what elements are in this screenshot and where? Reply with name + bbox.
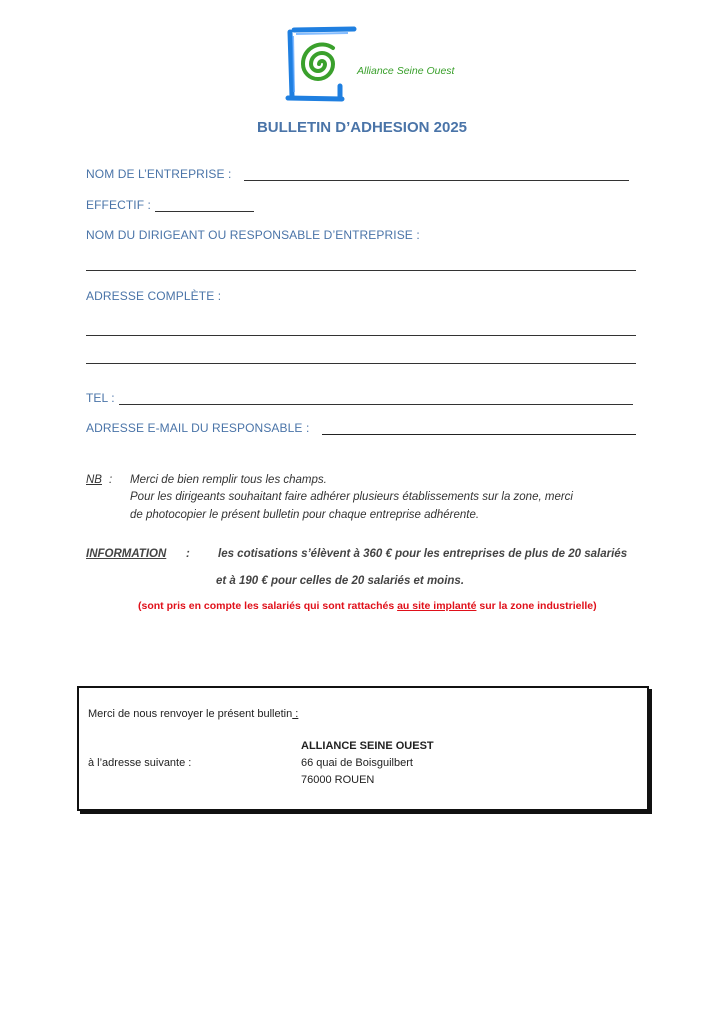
- alliance-seine-ouest-logo: [282, 26, 482, 102]
- email-line[interactable]: [322, 434, 636, 435]
- return-intro: [88, 708, 298, 720]
- nb-line-1: Merci de bien remplir tous les champs.: [130, 474, 327, 486]
- phone-label: TEL :: [86, 391, 115, 405]
- manager-label: NOM DU DIRIGEANT OU RESPONSABLE D’ENTREPRISE :: [86, 228, 420, 242]
- nb-label: NB: [86, 474, 102, 486]
- nb-line-3: de photocopier le présent bulletin pour chaque entreprise adhérente.: [130, 509, 480, 521]
- return-city: 76000 ROUEN: [301, 774, 375, 786]
- company-name-label: NOM DE L’ENTREPRISE :: [86, 167, 232, 181]
- return-intro-colon: :: [292, 708, 299, 720]
- document-title: BULLETIN D’ADHESION 2025: [256, 119, 468, 136]
- nb-colon: :: [109, 474, 113, 486]
- return-street: 66 quai de Boisguilbert: [301, 757, 413, 769]
- headcount-line[interactable]: [155, 211, 254, 212]
- information-line-1: les cotisations s’élèvent à 360 € pour les entreprises de plus de 20 salariés: [218, 548, 628, 560]
- company-name-line[interactable]: [244, 180, 629, 181]
- return-address-label: à l’adresse suivante :: [88, 757, 192, 769]
- note-post: sur la zone industrielle): [476, 600, 597, 612]
- return-org: ALLIANCE SEINE OUEST: [301, 740, 434, 752]
- note-pre: (sont pris en compte les salariés qui sont rattachés: [138, 600, 398, 612]
- email-label: ADRESSE E-MAIL DU RESPONSABLE :: [86, 421, 310, 435]
- information-label: INFORMATION: [86, 548, 167, 560]
- nb-line-2: Pour les dirigeants souhaitant faire adhérer plusieurs établissements sur la zone, merci: [130, 491, 573, 503]
- information-note: [138, 600, 597, 612]
- return-address-box: [77, 686, 649, 811]
- address-line-1[interactable]: [86, 335, 636, 336]
- information-line-2: et à 190 € pour celles de 20 salariés et moins.: [216, 575, 465, 587]
- manager-line[interactable]: [86, 270, 636, 271]
- logo-text: Alliance Seine Ouest: [357, 65, 455, 77]
- address-line-2[interactable]: [86, 363, 636, 364]
- phone-line[interactable]: [119, 404, 633, 405]
- information-colon: :: [186, 548, 190, 560]
- headcount-label: EFFECTIF :: [86, 198, 151, 212]
- address-label: ADRESSE COMPLÈTE :: [86, 289, 222, 303]
- return-intro-text: Merci de nous renvoyer le présent bulletin: [88, 708, 293, 720]
- note-underlined: au site implanté: [397, 600, 477, 612]
